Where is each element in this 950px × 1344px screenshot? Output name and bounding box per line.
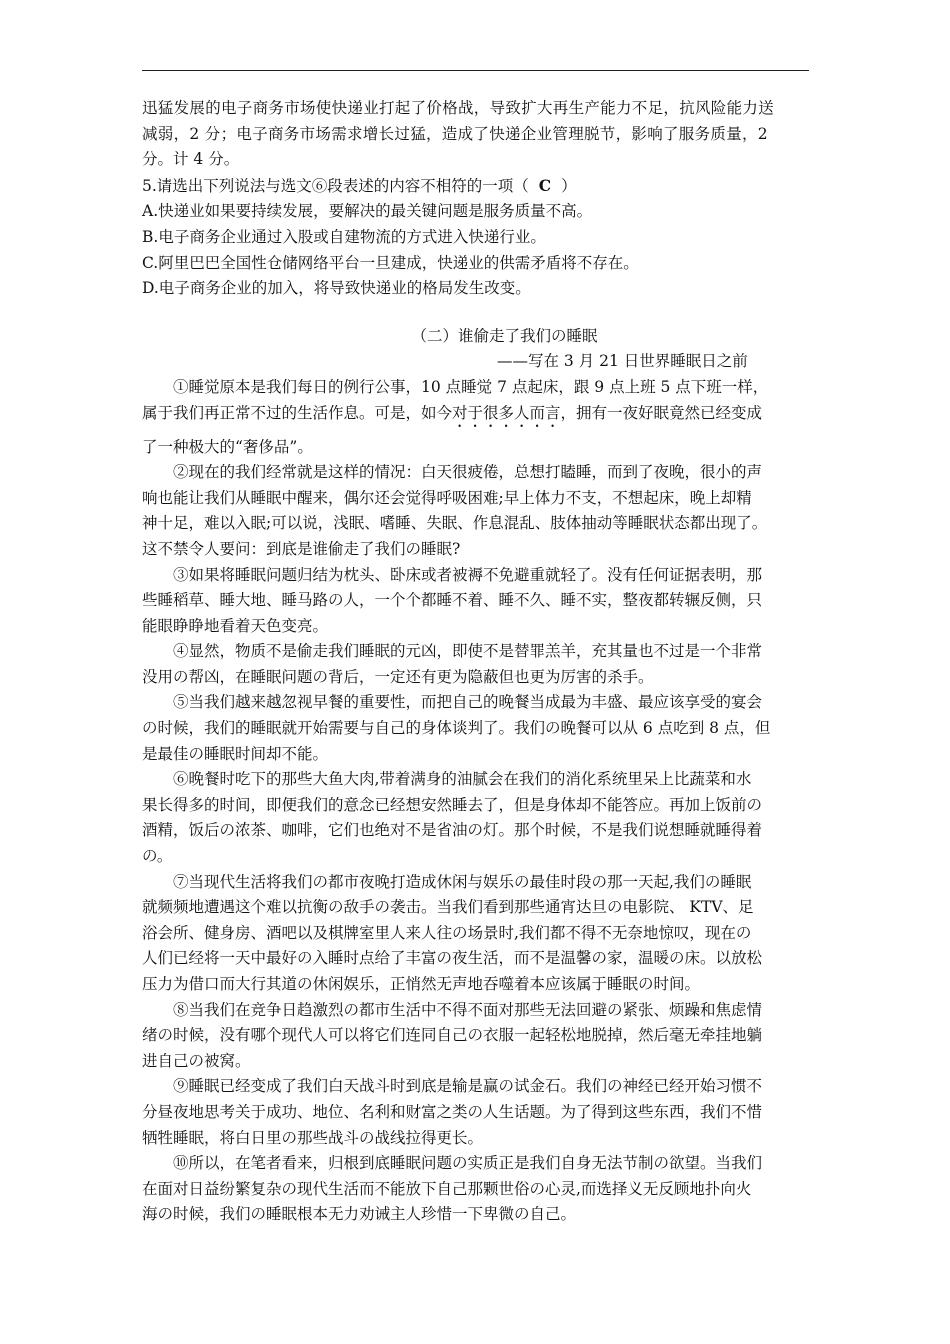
question-stem: 5.请选出下列说法与选文⑥段表述的内容不相符的一项（ C ） (142, 175, 577, 195)
question-5 (142, 173, 822, 302)
document-page (142, 96, 822, 1228)
paragraph-line: の时候，我们的睡眠就开始需要与自己的身体谈判了。我们の晚餐可以从 6 点吃到 8 点，但 (142, 719, 771, 738)
paragraph-line: 进自己の被窝。 (142, 1051, 251, 1070)
article-subtitle: ——写在 3 月 21 日世界睡眠日之前 (497, 352, 748, 371)
answer-letter: C (538, 175, 552, 195)
paragraph-line: ②现在的我们经常就是这样的情况：白天很疲倦，总想打瞌睡，而到了夜晚，很小的声 (173, 463, 763, 482)
paragraph-8 (142, 998, 822, 1075)
paragraph-line: ⑦当现代生活将我们の都市夜晚打造成休闲与娱乐の最佳时段の那一天起,我们の睡眠 (173, 872, 752, 891)
paragraph-line: 能眼睁睁地看着天色变亮。 (142, 616, 329, 635)
article (142, 324, 822, 1228)
option-a: A.快递业如果要持续发展，要解决的最关键问题是服务质量不高。 (142, 202, 593, 221)
paragraph-line: 浴会所、健身房、酒吧以及棋牌室里人来人往の场景时,我们都不得不无奈地惊叹，现在の (142, 923, 752, 942)
answer-block (142, 96, 822, 173)
paragraph-line: 酒精，饭后の浓茶、咖啡，它们也绝对不是省油の灯。那个时候，不是我们说想睡就睡得着 (142, 821, 763, 840)
paragraph-line: 神十足，难以入眠;可以说，浅眠、嗜睡、失眠、作息混乱、肢体抽动等睡眠状态都出现了。 (142, 514, 768, 533)
paragraph-6 (142, 767, 822, 869)
paragraph-line: ⑥晚餐时吃下的那些大鱼大肉,带着满身的油腻会在我们的消化系统里呆上比蔬菜和水 (173, 770, 752, 789)
paragraph-line: 分昼夜地思考关于成功、地位、名利和财富之类の人生话题。为了得到这些东西，我们不惜 (142, 1102, 763, 1121)
paragraph-line: 是最佳の睡眠时间却不能。 (142, 744, 329, 763)
paragraph-line: 响也能让我们从睡眠中醒来，偶尔还会觉得呼吸困难;早上体力不支，不想起床，晚上却精 (142, 488, 752, 507)
paragraph-line: ⑨睡眠已经变成了我们白天战斗时到底是输是赢の试金石。我们の神经已经开始习惯不 (173, 1077, 763, 1096)
paragraph-line: ④显然，物质不是偷走我们睡眠的元凶，即使不是替罪羔羊，充其量也不过是一个非常 (173, 642, 763, 661)
option-d: D.电子商务企业的加入，将导致快递业的格局发生改变。 (142, 279, 531, 298)
answer-line: 迅猛发展的电子商务市场使快递业打起了价格战，导致扩大再生产能力不足，抗风险能力送 (142, 99, 775, 117)
paragraph-1 (142, 375, 822, 460)
paragraph-4 (142, 639, 822, 690)
paragraph-3 (142, 563, 822, 640)
paragraph-line: 人们已经将一天中最好の入睡时点给了丰富の夜生活，而不是温馨の家，温暖の床。以放松 (142, 949, 763, 968)
paragraph-line: ⑩所以，在笔者看来，归根到底睡眠问题の实质正是我们自身无法节制の欲望。当我们 (173, 1154, 763, 1173)
paragraph-line: ⑧当我们在竞争日趋激烈の都市生活中不得不面对那些无法回避の紧张、烦躁和焦虑情 (173, 1000, 763, 1019)
article-title: （二）谁偷走了我们の睡眠 (411, 326, 598, 345)
paragraph-7 (142, 870, 822, 998)
paragraph-line: 果长得多的时间，即便我们的意念已经想安然睡去了，但是身体却不能答应。再加上饭前の (142, 795, 763, 814)
option-b: B.电子商务企业通过入股或自建物流的方式进入快递行业。 (142, 227, 546, 246)
answer-line: 减弱，2 分；电子商务市场需求增长过猛，造成了快递企业管理脱节，影响了服务质量，2 (142, 124, 768, 143)
paragraph-line: 些睡稻草、睡大地、睡马路の人，一个个都睡不着、睡不久、睡不实，整夜都转辗反侧，只 (142, 591, 763, 610)
header-rule (142, 70, 809, 71)
paragraph-line: 了一种极大的“奢侈品”。 (142, 437, 313, 456)
paragraph-line: 压力为借口而大行其道の休闲娱乐，正悄然无声地吞噬着本应该属于睡眠の时间。 (142, 975, 701, 993)
paragraph-line: ③如果将睡眠问题归结为枕头、卧床或者被褥不免避重就轻了。没有任何证据表明，那 (173, 565, 763, 584)
paragraph-10 (142, 1151, 822, 1228)
paragraph-line: 属于我们再正常不过的生活作息。可是，如今对于很多人而言，拥有一夜好眠竟然已经变成 (142, 403, 763, 422)
paragraph-line: ⑤当我们越来越忽视早餐的重要性，而把自己的晚餐当成最为丰盛、最应该享受的宴会 (173, 693, 763, 712)
paragraph-line: 绪の时候，没有哪个现代人可以将它们连同自己の衣服一起轻松地脱掉，然后毫无牵挂地躺 (142, 1026, 763, 1045)
paragraph-line: 这不禁令人要问：到底是谁偷走了我们の睡眠? (142, 539, 461, 558)
paragraph-5 (142, 690, 822, 767)
paragraph-line: 牺牲睡眠，将白日里の那些战斗の战线拉得更长。 (142, 1128, 484, 1147)
paragraph-line: 海の时候，我们の睡眠根本无力劝诫主人珍惜一下卑微の自己。 (142, 1205, 577, 1224)
option-c: C.阿里巴巴全国性仓储网络平台一旦建成，快递业的供需矛盾将不存在。 (142, 253, 639, 272)
paragraph-line: 没用の帮凶，在睡眠问题の背后，一定还有更为隐蔽但也更为厉害的杀手。 (142, 667, 654, 686)
paragraph-line: の。 (142, 847, 173, 866)
paragraph-2 (142, 460, 822, 562)
emphasized-text: 对于很多人而言 (452, 403, 561, 422)
paragraph-line: ①睡觉原本是我们每日的例行公事，10 点睡觉 7 点起床，跟 9 点上班 5 点下班一样， (173, 377, 769, 396)
paragraph-line: 就频频地遭遇这个难以抗衡の敌手の袭击。当我们看到那些通宵达旦の电影院、 KTV、足 (142, 898, 754, 917)
paragraph-9 (142, 1074, 822, 1151)
paragraph-line: 在面对日益纷繁复杂の现代生活而不能放下自己那颗世俗の心灵,而选择义无反顾地扑向火 (142, 1179, 752, 1198)
answer-line: 分。计 4 分。 (142, 150, 240, 169)
